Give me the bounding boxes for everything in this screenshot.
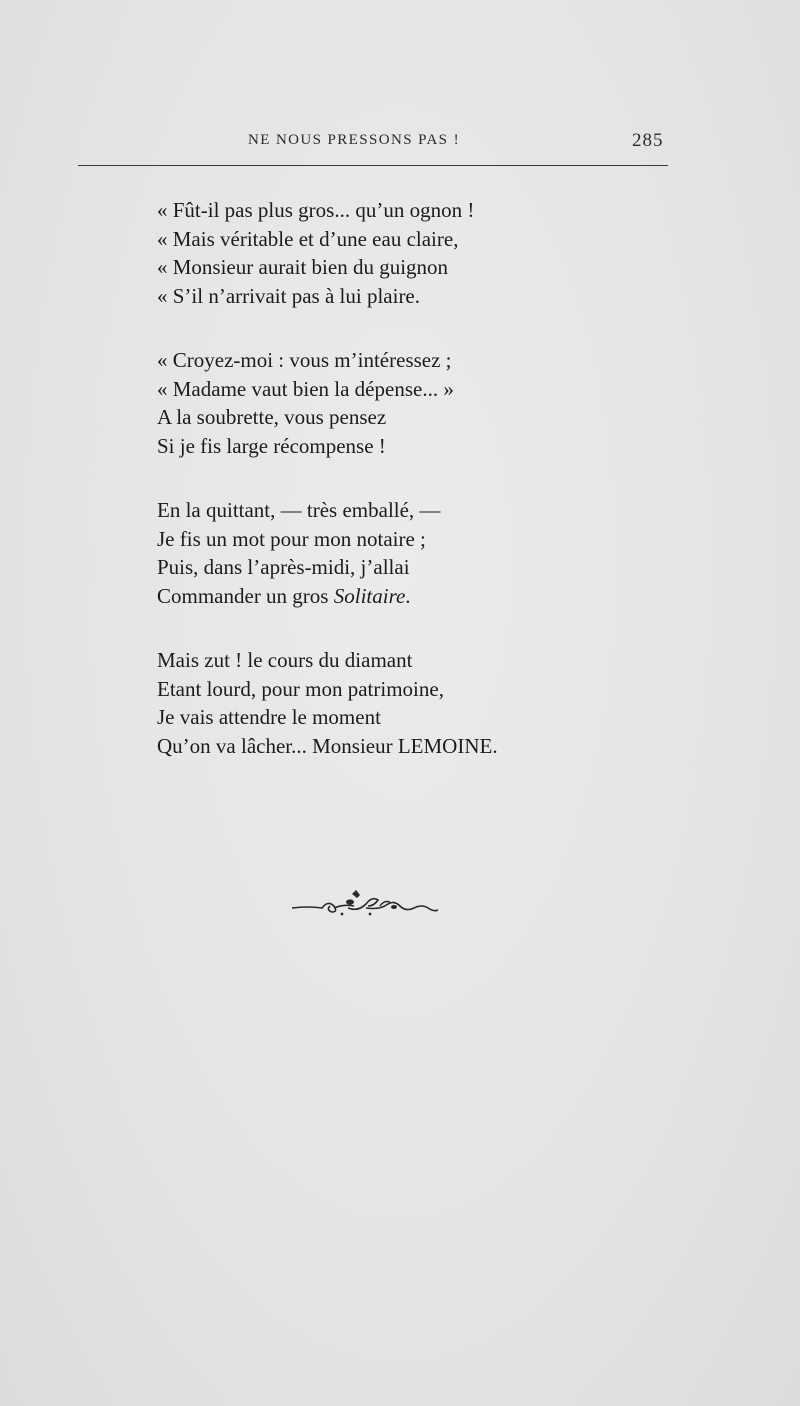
poem [157,196,677,796]
running-title: NE NOUS PRESSONS PAS ! [248,132,460,148]
line-suffix: . [405,583,411,608]
poem-line-solitaire [157,582,677,611]
poem-line: Etant lourd, pour mon patrimoine, [157,676,444,701]
stanza-1 [157,196,677,310]
italic-word-solitaire: Solitaire [333,583,406,608]
stanza-4 [157,646,677,760]
poem-line: Si je fis large récompense ! [157,433,386,458]
poem-line: « Croyez-moi : vous m’intéressez ; [157,348,452,372]
page-number: 285 [632,130,664,151]
poem-line: « Monsieur aurait bien du guignon [157,255,449,279]
poem-line: « Fût-il pas plus gros... qu’un ognon ! [157,198,475,222]
poem-line: Je vais attendre le moment [157,705,381,729]
poem-line: « S’il n’arrivait pas à lui plaire. [157,283,421,308]
stanza-2 [157,346,677,460]
poem-line: En la quittant, — très emballé, — [157,498,441,522]
poem-line: A la soubrette, vous pensez [157,405,387,429]
header-rule [78,165,668,166]
stanza-3 [157,496,677,610]
poem-line: Qu’on va lâcher... Monsieur LEMOINE. [157,733,498,758]
poem-line: Mais zut ! le cours du diamant [157,648,413,672]
floral-tailpiece-icon [288,886,440,920]
poem-line: Puis, dans l’après-midi, j’allai [157,555,410,579]
poem-line: « Madame vaut bien la dépense... » [157,376,454,401]
running-head [0,128,800,158]
line-prefix: Commander un gros [157,583,334,608]
poem-line: Je fis un mot pour mon notaire ; [157,526,426,551]
poem-line: « Mais véritable et d’une eau claire, [157,226,459,251]
